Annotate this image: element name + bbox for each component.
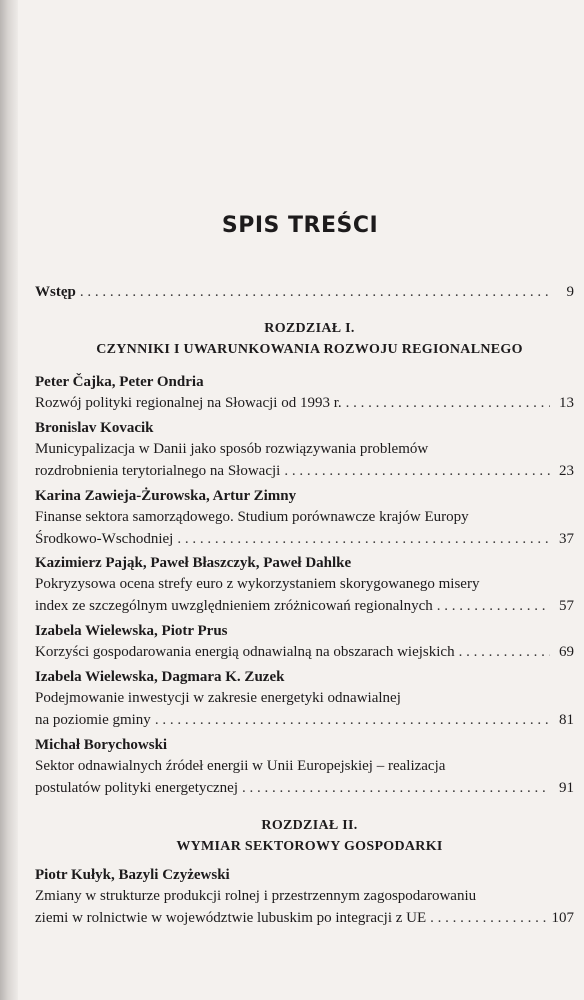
leader-dots (242, 777, 550, 799)
leader-dots (177, 528, 550, 550)
page-number: 91 (559, 780, 574, 796)
leader-dots (459, 641, 550, 663)
entry-authors: Michał Borychowski (35, 737, 168, 753)
toc-entry[interactable] (35, 667, 574, 731)
toc-entry[interactable] (35, 372, 574, 414)
page-number: 13 (559, 395, 574, 411)
entry-title: ziemi w rolnictwie w województwie lubuskim po integracji z UE (35, 910, 427, 926)
entry-title: Środkowo-Wschodniej (35, 531, 174, 547)
toc-entry[interactable] (35, 418, 574, 482)
entry-title: rozdrobnienia terytorialnego na Słowacji (35, 463, 281, 479)
entry-authors: Izabela Wielewska, Dagmara K. Zuzek (35, 669, 285, 685)
toc-entry[interactable] (35, 486, 574, 550)
chapter-label: ROZDZIAŁ II. (261, 818, 358, 833)
entry-title-line: Municypalizacja w Danii jako sposób rozwiązywania problemów (35, 441, 429, 457)
entry-authors: Karina Zawieja-Żurowska, Artur Zimny (35, 488, 297, 504)
entry-title: Wstęp (35, 284, 76, 300)
chapter-title: CZYNNIKI I UWARUNKOWANIA ROZWOJU REGIONALNEGO (96, 342, 523, 357)
toc-intro-entry[interactable] (35, 281, 574, 303)
chapter-label: ROZDZIAŁ I. (264, 321, 355, 336)
toc-entry[interactable] (35, 865, 574, 929)
page-number: 69 (559, 644, 574, 660)
page-number: 23 (559, 463, 574, 479)
page-title: SPIS TREŚCI (221, 213, 379, 238)
entry-authors: Peter Čajka, Peter Ondria (35, 374, 204, 390)
toc-entry[interactable] (35, 735, 574, 799)
leader-dots (346, 392, 550, 414)
leader-dots (155, 709, 550, 731)
chapter-heading-2 (35, 815, 584, 857)
page-number: 37 (559, 531, 574, 547)
entry-title-line: Pokryzysowa ocena strefy euro z wykorzystaniem skorygowanego misery (35, 576, 480, 592)
entry-title: Rozwój polityki regionalnej na Słowacji od 1993 r. (35, 395, 342, 411)
leader-dots (80, 281, 550, 303)
book-spine-shadow (0, 0, 18, 1000)
entry-title-line: Sektor odnawialnych źródeł energii w Unii Europejskiej – realizacja (35, 758, 446, 774)
leader-dots (284, 460, 550, 482)
page-number: 107 (551, 910, 574, 926)
page-number: 57 (559, 598, 574, 614)
chapter-heading-1 (35, 318, 584, 360)
leader-dots (437, 595, 550, 617)
toc-entry[interactable] (35, 553, 574, 617)
entry-title: Korzyści gospodarowania energią odnawialną na obszarach wiejskich (35, 644, 455, 660)
entry-title: postulatów polityki energetycznej (35, 780, 239, 796)
leader-dots (430, 907, 545, 929)
entry-title-line: Podejmowanie inwestycji w zakresie energetyki odnawialnej (35, 690, 401, 706)
page-number: 81 (559, 712, 574, 728)
entry-title: index ze szczególnym uwzględnieniem zróżnicowań regionalnych (35, 598, 433, 614)
entry-title: na poziomie gminy (35, 712, 151, 728)
entry-title-line: Finanse sektora samorządowego. Studium porównawcze krajów Europy (35, 509, 469, 525)
entry-title-line: Zmiany w strukturze produkcji rolnej i przestrzennym zagospodarowaniu (35, 888, 477, 904)
entry-authors: Kazimierz Pająk, Paweł Błaszczyk, Paweł Dahlke (35, 555, 352, 571)
toc-entry[interactable] (35, 621, 574, 663)
entry-authors: Bronislav Kovacik (35, 420, 154, 436)
entry-authors: Izabela Wielewska, Piotr Prus (35, 623, 228, 639)
page-number: 9 (566, 284, 574, 300)
entry-authors: Piotr Kułyk, Bazyli Czyżewski (35, 867, 230, 883)
chapter-title: WYMIAR SEKTOROWY GOSPODARKI (176, 839, 443, 854)
